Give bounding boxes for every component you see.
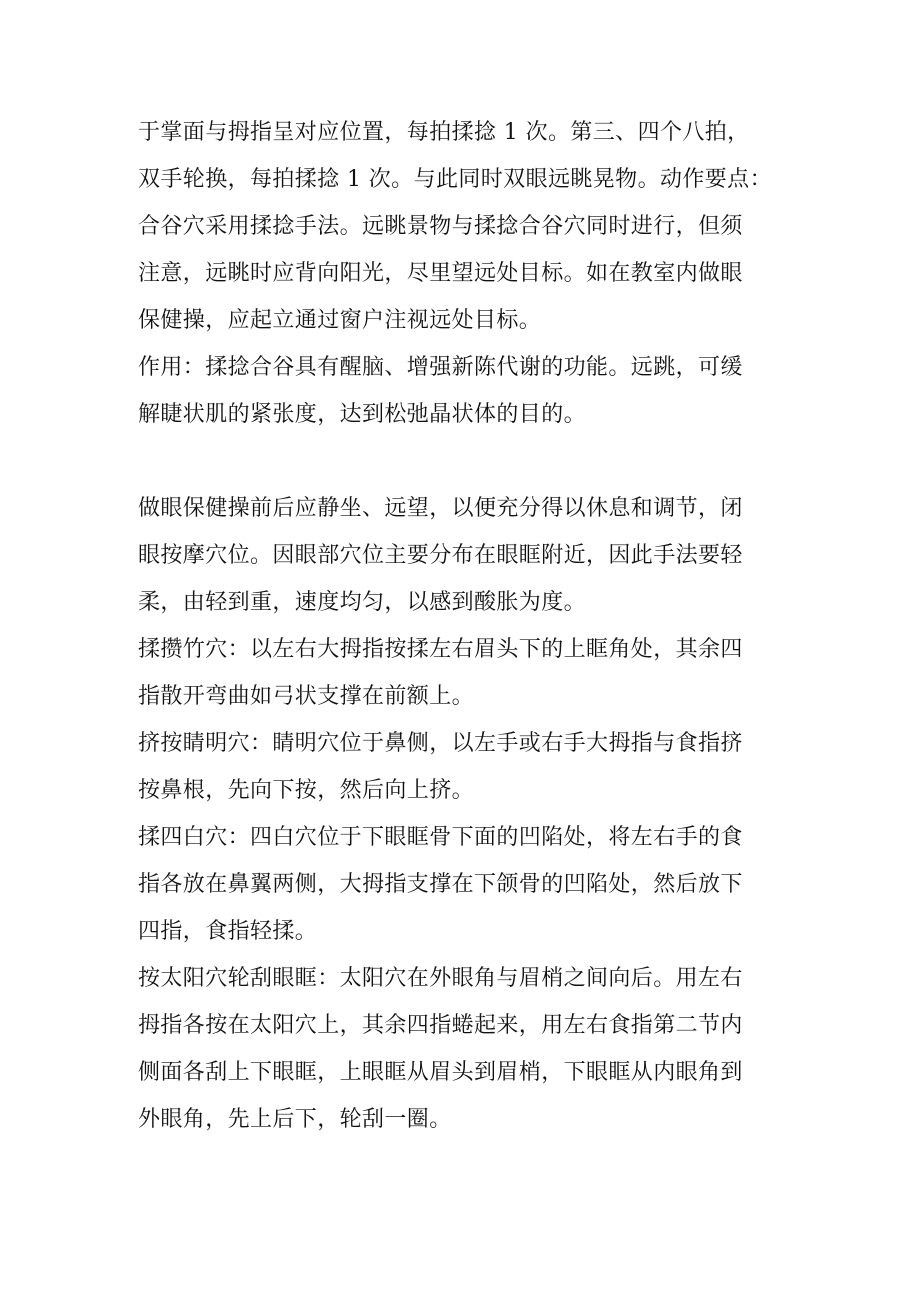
text-line: 指各放在鼻翼两侧，大拇指支撑在下颌骨的凹陷处，然后放下 xyxy=(138,872,743,897)
text-line: 揉攒竹穴：以左右大拇指按揉左右眉头下的上眶角处，其余四 xyxy=(138,637,743,662)
text-line: 作用：揉捻合谷具有醒脑、增强新陈代谢的功能。远跳，可缓 xyxy=(138,355,743,380)
text-line: 外眼角，先上后下，轮刮一圈。 xyxy=(138,1107,452,1132)
text-line: 保健操，应起立通过窗户注视远处目标。 xyxy=(138,308,542,333)
text-line: 挤按睛明穴：睛明穴位于鼻侧，以左手或右手大拇指与食指挤 xyxy=(138,731,743,756)
text-line: 双手轮换，每拍揉捻 1 次。与此同时双眼远眺晃物。动作要点： xyxy=(138,167,772,192)
text-line: 合谷穴采用揉捻手法。远眺景物与揉捻合谷穴同时进行，但须 xyxy=(138,214,743,239)
text-line: 按鼻根，先向下按，然后向上挤。 xyxy=(138,778,475,803)
text-line: 解睫状肌的紧张度，达到松弛晶状体的目的。 xyxy=(138,402,587,427)
text-line: 指散开弯曲如弓状支撑在前额上。 xyxy=(138,684,475,709)
text-line: 眼按摩穴位。因眼部穴位主要分布在眼眶附近，因此手法要轻 xyxy=(138,543,743,568)
text-line: 做眼保健操前后应静坐、远望，以便充分得以休息和调节，闭 xyxy=(138,496,743,521)
text-line: 柔，由轻到重，速度均匀，以感到酸胀为度。 xyxy=(138,590,587,615)
text-line: 注意，远眺时应背向阳光，尽里望远处目标。如在教室内做眼 xyxy=(138,261,743,286)
text-line: 侧面各刮上下眼眶，上眼眶从眉头到眉梢，下眼眶从内眼角到 xyxy=(138,1060,743,1085)
text-line: 四指，食指轻揉。 xyxy=(138,919,318,944)
text-line: 按太阳穴轮刮眼眶：太阳穴在外眼角与眉梢之间向后。用左右 xyxy=(138,966,743,991)
text-line: 揉四白穴：四白穴位于下眼眶骨下面的凹陷处，将左右手的食 xyxy=(138,825,743,850)
text-line: 于掌面与拇指呈对应位置，每拍揉捻 1 次。第三、四个八拍， xyxy=(138,120,750,145)
text-line: 拇指各按在太阳穴上，其余四指蜷起来，用左右食指第二节内 xyxy=(138,1013,743,1038)
